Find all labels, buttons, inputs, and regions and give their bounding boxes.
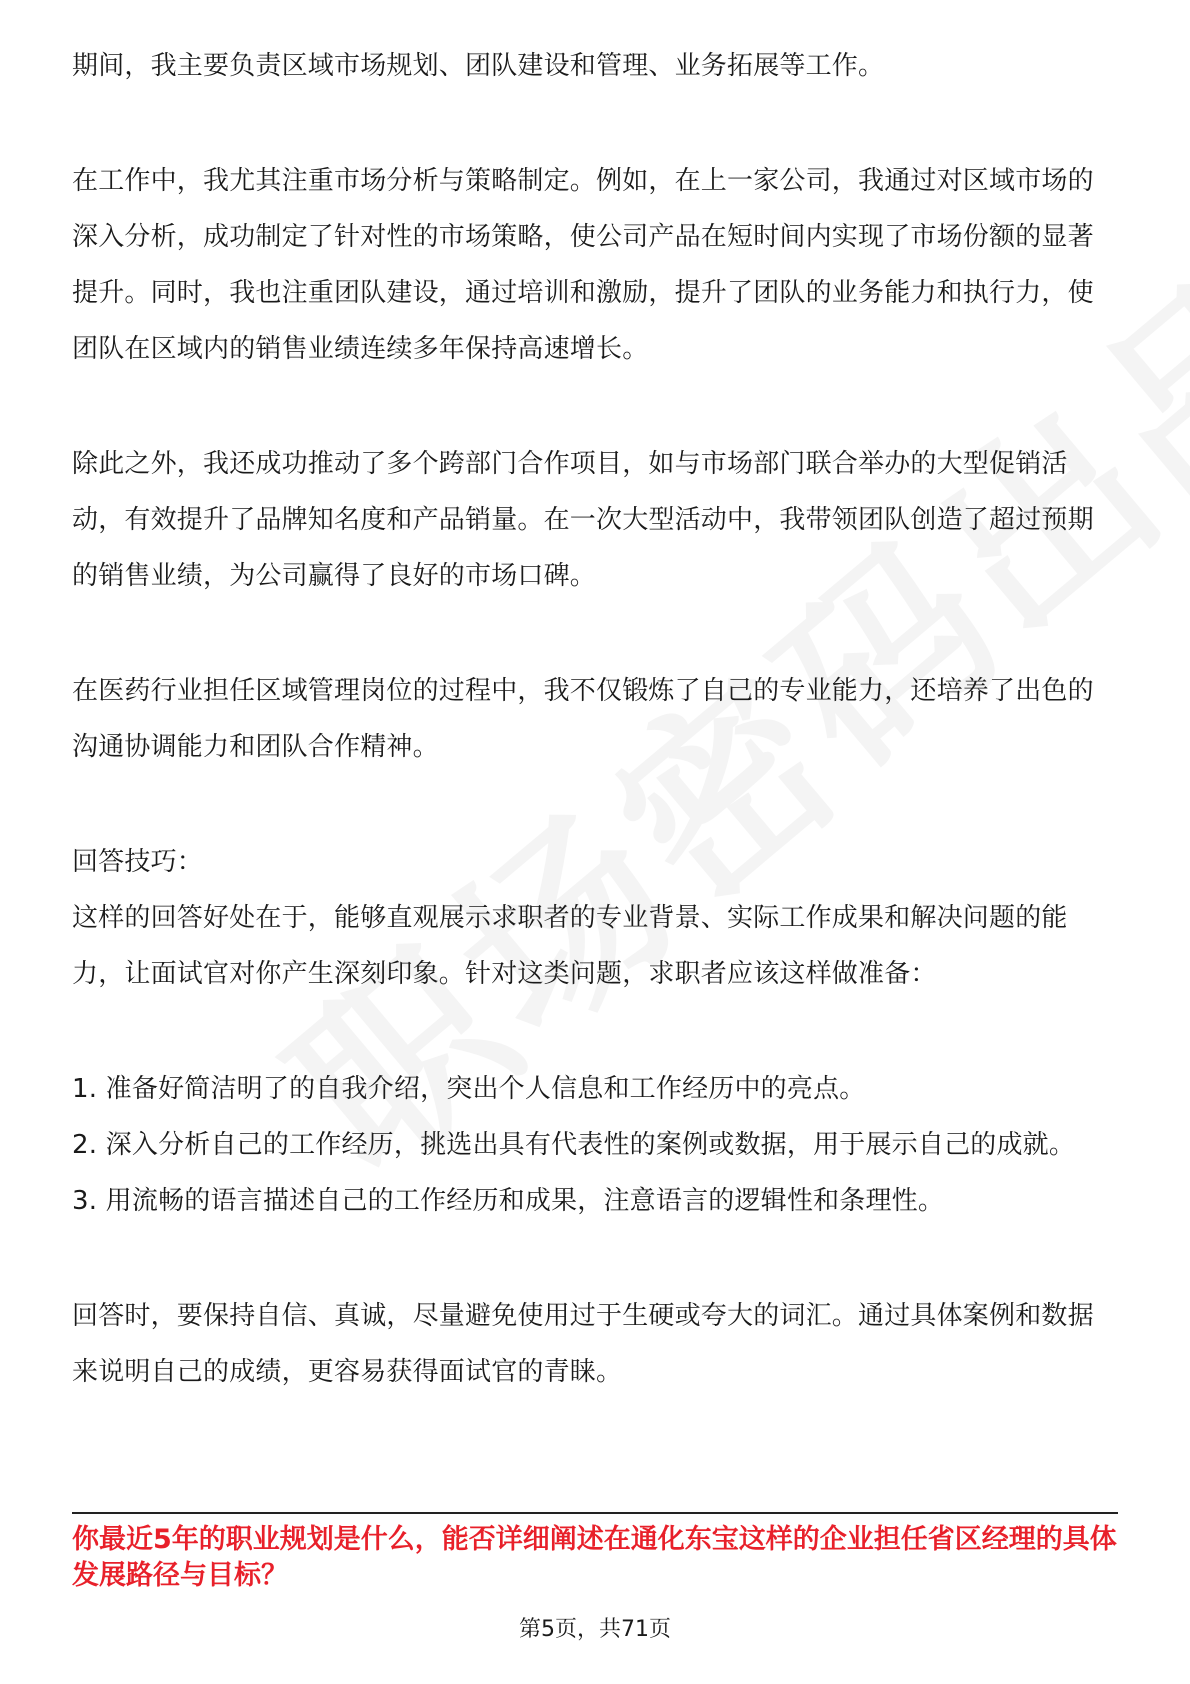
list-item: 2. 深入分析自己的工作经历，挑选出具有代表性的案例或数据，用于展示自己的成就。	[72, 1130, 1076, 1160]
question-heading: 你最近5年的职业规划是什么，能否详细阐述在通化东宝这样的企业担任省区经理的具体发展路径与目标？	[72, 1524, 1117, 1591]
paragraph-cross-department: 除此之外，我还成功推动了多个跨部门合作项目，如与市场部门联合举办的大型促销活动，有效提升了品牌知名度和产品销量。在一次大型活动中，我带领团队创造了超过预期的销售业绩，为公司赢得了良好的市场口碑。	[72, 449, 1094, 591]
list-item: 1. 准备好简洁明了的自我介绍，突出个人信息和工作经历中的亮点。	[72, 1074, 866, 1104]
paragraph-responsibilities: 期间，我主要负责区域市场规划、团队建设和管理、业务拓展等工作。	[72, 51, 885, 81]
tips-heading: 回答技巧：	[72, 847, 204, 877]
paragraph-market-analysis: 在工作中，我尤其注重市场分析与策略制定。例如，在上一家公司，我通过对区域市场的深入分析，成功制定了针对性的市场策略，使公司产品在短时间内实现了市场份额的显著提升。同时，我也注重团队建设，通过培训和激励，提升了团队的业务能力和执行力，使团队在区域内的销售业绩连续多年保持高速增长。	[72, 166, 1094, 364]
document-body	[72, 38, 1118, 1400]
paragraph-abilities: 在医药行业担任区域管理岗位的过程中，我不仅锻炼了自己的专业能力，还培养了出色的沟通协调能力和团队合作精神。	[72, 676, 1094, 762]
paragraph-tips: 这样的回答好处在于，能够直观展示求职者的专业背景、实际工作成果和解决问题的能力，让面试官对你产生深刻印象。针对这类问题，求职者应该这样做准备：	[72, 903, 1068, 989]
page-number: 第5页，共71页	[519, 1617, 671, 1642]
paragraph-closing: 回答时，要保持自信、真诚，尽量避免使用过于生硬或夸大的词汇。通过具体案例和数据来说明自己的成绩，更容易获得面试官的青睐。	[72, 1301, 1094, 1387]
list-item: 3. 用流畅的语言描述自己的工作经历和成果，注意语言的逻辑性和条理性。	[72, 1186, 945, 1216]
section-divider	[72, 1512, 1118, 1514]
